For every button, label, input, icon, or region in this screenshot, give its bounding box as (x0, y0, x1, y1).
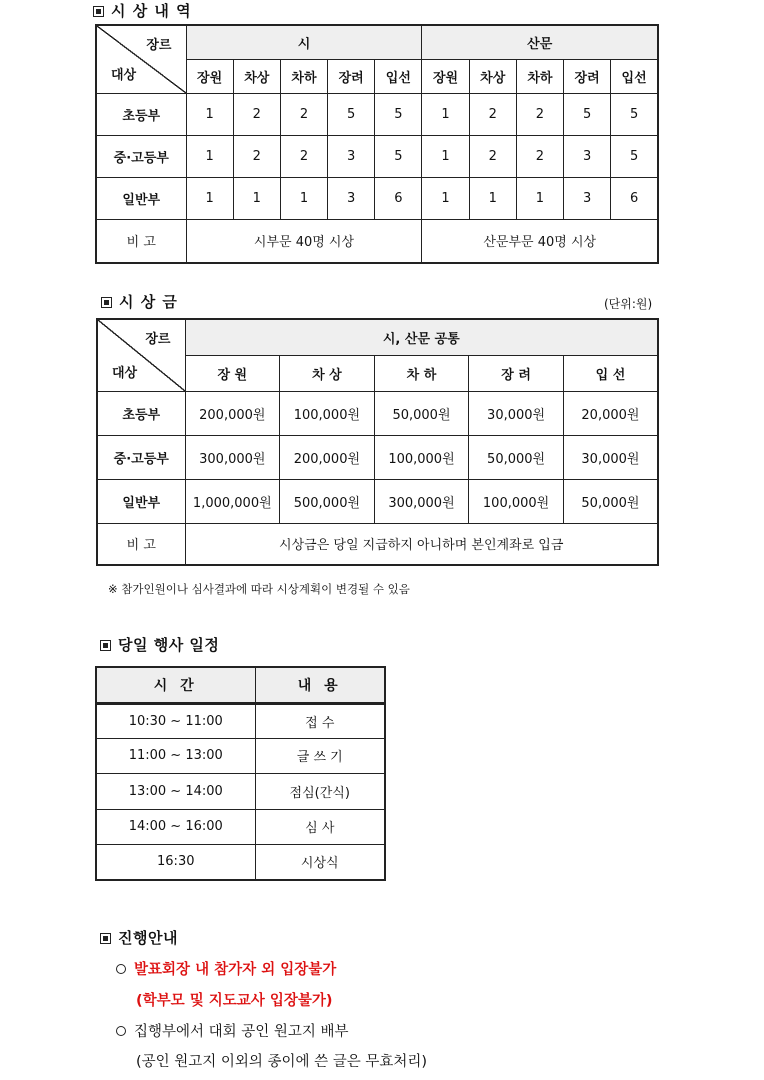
count-cell: 5 (375, 93, 422, 135)
schedule-time: 10:30 ~ 11:00 (96, 703, 255, 738)
guide-item-sub: (학부모 및 지도교사 입장불가) (136, 993, 333, 1009)
remark-prose: 산문부문 40명 시상 (422, 219, 658, 263)
prize-cell: 200,000원 (280, 435, 375, 479)
table-row (97, 391, 658, 435)
sub-header: 장 려 (469, 355, 564, 391)
guide-item-sub: (공인 원고지 이외의 종이에 쓴 글은 무효처리) (136, 1054, 428, 1070)
prize-cell: 30,000원 (563, 435, 658, 479)
row-label: 일반부 (97, 479, 185, 523)
count-cell: 6 (375, 177, 422, 219)
count-cell: 5 (328, 93, 375, 135)
prize-corner-cell (97, 319, 185, 391)
count-cell: 5 (611, 135, 658, 177)
schedule-content: 심 사 (255, 809, 385, 844)
table-row (96, 93, 658, 135)
prize-cell: 50,000원 (374, 391, 469, 435)
table-row (96, 773, 385, 809)
group-header-prose: 산문 (422, 25, 658, 59)
corner-target-label: 대상 (112, 365, 138, 381)
row-label: 일반부 (96, 177, 186, 219)
count-cell: 1 (186, 177, 233, 219)
awards-table (95, 24, 659, 264)
prize-note: ※ 참가인원이나 심사결과에 따라 시상계획이 변경될 수 있음 (108, 582, 410, 596)
group-header-common: 시, 산문 공통 (185, 319, 658, 355)
prize-cell: 50,000원 (469, 435, 564, 479)
count-cell: 6 (611, 177, 658, 219)
count-cell: 3 (564, 135, 611, 177)
schedule-time: 13:00 ~ 14:00 (96, 773, 255, 809)
prize-cell: 1,000,000원 (185, 479, 280, 523)
sub-header: 장원 (422, 59, 469, 93)
count-cell: 2 (233, 135, 280, 177)
count-cell: 2 (516, 135, 563, 177)
remark-row (97, 523, 658, 565)
table-row (97, 435, 658, 479)
table-row (96, 703, 385, 738)
sub-header: 차하 (516, 59, 563, 93)
count-cell: 1 (422, 177, 469, 219)
schedule-content: 점심(간식) (255, 773, 385, 809)
remark-label: 비 고 (97, 523, 185, 565)
sub-header: 차상 (469, 59, 516, 93)
remark-row (96, 219, 658, 263)
sub-header: 장려 (564, 59, 611, 93)
awards-section-title: 시 상 내 역 (93, 0, 192, 21)
sub-header: 장원 (186, 59, 233, 93)
count-cell: 2 (516, 93, 563, 135)
table-row (96, 844, 385, 880)
count-cell: 1 (186, 93, 233, 135)
sub-header: 차 상 (280, 355, 375, 391)
count-cell: 1 (469, 177, 516, 219)
unit-label: (단위:원) (604, 297, 653, 311)
filled-square-icon (100, 933, 111, 944)
sub-header: 입선 (611, 59, 658, 93)
corner-genre-label: 장르 (145, 332, 171, 347)
table-row (96, 738, 385, 773)
group-header-poetry: 시 (186, 25, 422, 59)
circle-bullet-icon (116, 964, 126, 974)
count-cell: 3 (328, 135, 375, 177)
count-cell: 5 (564, 93, 611, 135)
schedule-time: 14:00 ~ 16:00 (96, 809, 255, 844)
count-cell: 1 (186, 135, 233, 177)
table-row (96, 135, 658, 177)
row-label: 중·고등부 (96, 135, 186, 177)
prize-cell: 30,000원 (469, 391, 564, 435)
sub-header: 입 선 (563, 355, 658, 391)
corner-genre-label: 장르 (146, 38, 172, 53)
sub-header: 장 원 (185, 355, 280, 391)
count-cell: 2 (469, 93, 516, 135)
prize-cell: 300,000원 (185, 435, 280, 479)
prize-cell: 100,000원 (469, 479, 564, 523)
count-cell: 2 (233, 93, 280, 135)
count-cell: 2 (280, 93, 327, 135)
count-cell: 5 (611, 93, 658, 135)
guide-item: 발표회장 내 참가자 외 입장불가 (116, 958, 336, 979)
schedule-section-title: 당일 행사 일정 (100, 634, 219, 655)
remark-label: 비 고 (96, 219, 186, 263)
schedule-content: 시상식 (255, 844, 385, 880)
count-cell: 5 (375, 135, 422, 177)
prize-cell: 300,000원 (374, 479, 469, 523)
filled-square-icon (100, 640, 111, 651)
table-row (97, 479, 658, 523)
filled-square-icon (93, 6, 104, 17)
row-label: 중·고등부 (97, 435, 185, 479)
prize-cell: 50,000원 (563, 479, 658, 523)
sub-header: 차하 (280, 59, 327, 93)
count-cell: 3 (328, 177, 375, 219)
filled-square-icon (101, 297, 112, 308)
schedule-header-time: 시 간 (96, 667, 255, 703)
schedule-time: 16:30 (96, 844, 255, 880)
prize-cell: 20,000원 (563, 391, 658, 435)
sub-header: 차상 (233, 59, 280, 93)
count-cell: 1 (233, 177, 280, 219)
guide-section-title: 진행안내 (100, 927, 178, 948)
row-label: 초등부 (96, 93, 186, 135)
corner-target-label: 대상 (111, 67, 137, 83)
guide-item: 집행부에서 대회 공인 원고지 배부 (116, 1020, 349, 1041)
schedule-table (95, 666, 386, 881)
count-cell: 2 (280, 135, 327, 177)
sub-header: 입선 (375, 59, 422, 93)
prize-cell: 200,000원 (185, 391, 280, 435)
prize-cell: 100,000원 (280, 391, 375, 435)
schedule-content: 접 수 (255, 703, 385, 738)
awards-corner-cell (96, 25, 186, 93)
count-cell: 1 (422, 93, 469, 135)
sub-header: 차 하 (374, 355, 469, 391)
schedule-content: 글 쓰 기 (255, 738, 385, 773)
count-cell: 1 (516, 177, 563, 219)
prize-table (96, 318, 659, 566)
count-cell: 2 (469, 135, 516, 177)
table-row (96, 809, 385, 844)
prize-section-title: 시 상 금 (101, 291, 178, 312)
count-cell: 3 (564, 177, 611, 219)
remark-poetry: 시부문 40명 시상 (186, 219, 422, 263)
count-cell: 1 (280, 177, 327, 219)
remark-text: 시상금은 당일 지급하지 아니하며 본인계좌로 입금 (185, 523, 658, 565)
count-cell: 1 (422, 135, 469, 177)
row-label: 초등부 (97, 391, 185, 435)
table-row (96, 177, 658, 219)
prize-cell: 500,000원 (280, 479, 375, 523)
prize-cell: 100,000원 (374, 435, 469, 479)
schedule-time: 11:00 ~ 13:00 (96, 738, 255, 773)
schedule-header-content: 내 용 (255, 667, 385, 703)
sub-header: 장려 (328, 59, 375, 93)
circle-bullet-icon (116, 1026, 126, 1036)
